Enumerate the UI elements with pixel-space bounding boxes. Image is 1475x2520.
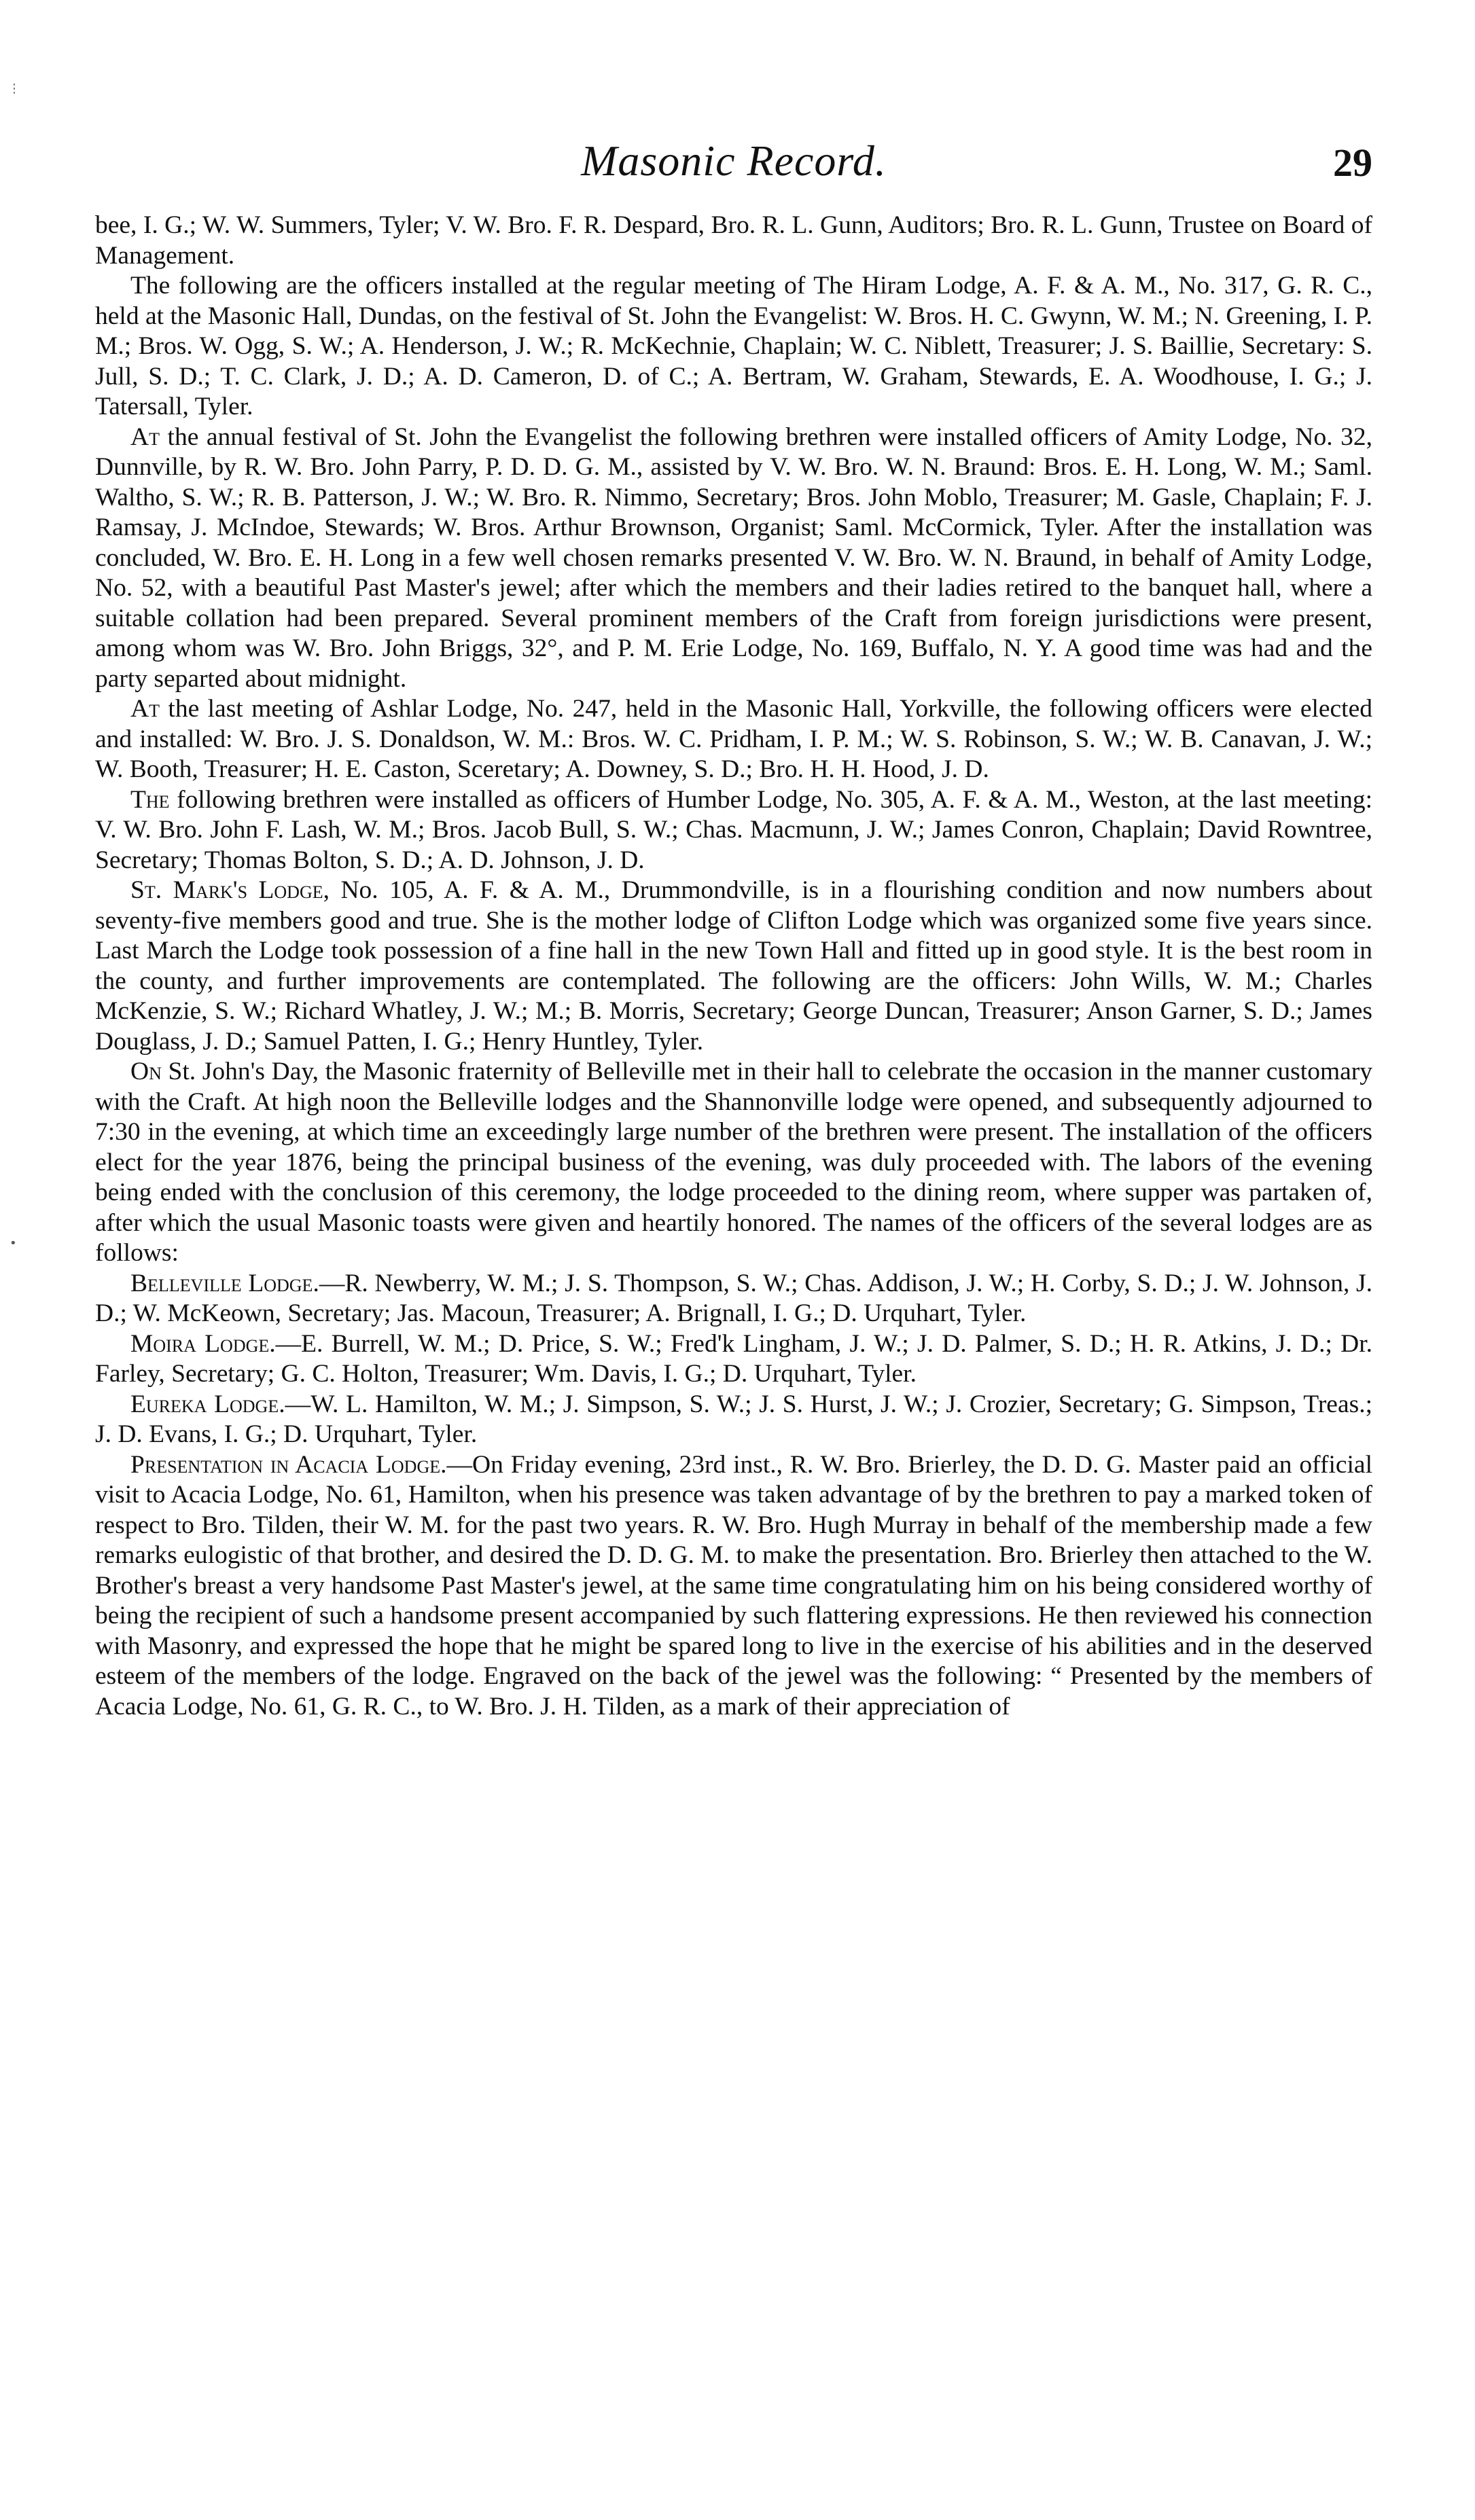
paragraph: The following are the officers installed at the regular meeting of The Hiram Lodge, A. F. & A. M., No. 317, G. R. C., held at the Masonic Hall, Dundas, on the festival of St. John the Evangelist: W. Bros. H. C. Gwynn, W. M.; N. Greening, I. P. M.; Bros. W. Ogg, S. W.; A. Henderson, J. W.; R. McKechnie, Chaplain; W. C. Niblett, Treasurer; J. S. Baillie, Secretary: S. Jull, S. D.; T. C. Clark, J. D.; A. D. Cameron, D. of C.; A. Bertram, W. Graham, Stewards, E. A. Woodhouse, I. G.; J. Tatersall, Tyler. bbox=[95, 272, 1372, 420]
paragraph-lead: At bbox=[130, 695, 160, 723]
article-body bbox=[95, 211, 1372, 1722]
paragraph: St. Mark's Lodge, No. 105, A. F. & A. M., Drummondville, is in a flourishing condition and now numbers about seventy-five members good and true. She is the mother lodge of Clifton Lodge which was organized some five years since. Last March the Lodge took possession of a fine hall in the new Town Hall and fitted up in good style. It is the best room in the county, and further improvements are contemplated. The following are the officers: John Wills, W. M.; Charles McKenzie, S. W.; Richard Whatley, J. W.; M.; B. Morris, Secretary; George Duncan, Treasurer; Anson Garner, S. D.; James Douglass, J. D.; Samuel Patten, I. G.; Henry Huntley, Tyler. bbox=[95, 876, 1373, 1056]
paragraph-lead: The bbox=[130, 785, 170, 814]
paragraph-lead: Moira Lodge. bbox=[130, 1329, 276, 1358]
paragraph: On St. John's Day, the Masonic fraternity of Belleville met in their hall to celebrate the occasion in the manner customary with the Craft. At high noon the Belleville lodges and the Shannonville lodge were opened, and subsequently adjourned to 7:30 in the evening, at which time an exceedingly large number of the brethren were present. The installation of the officers elect for the year 1876, being the principal business of the evening, was duly proceeded with. The labors of the evening being ended with the conclusion of this ceremony, the lodge proceeded to the dining reom, where supper was partaken of, after which the usual Masonic toasts were given and heartily honored. The names of the officers of the several lodges are as follows: bbox=[95, 1058, 1372, 1267]
paragraph: The following brethren were installed as officers of Humber Lodge, No. 305, A. F. & A. M., Weston, at the last meeting: V. W. Bro. John F. Lash, W. M.; Bros. Jacob Bull, S. W.; Chas. Macmunn, J. W.; James Conron, Chaplain; David Rowntree, Secretary; Thomas Bolton, S. D.; A. D. Johnson, J. D. bbox=[95, 785, 1372, 874]
paragraph: At the annual festival of St. John the Evangelist the following brethren were installed officers of Amity Lodge, No. 32, Dunnville, by R. W. Bro. John Parry, P. D. D. G. M., assisted by V. W. Bro. W. N. Braund: Bros. E. H. Long, W. M.; Saml. Waltho, S. W.; R. B. Patterson, J. W.; W. Bro. R. Nimmo, Secretary; Bros. John Moblo, Treasurer; M. Gasle, Chaplain; F. J. Ramsay, J. McIndoe, Stewards; W. Bros. Arthur Brownson, Organist; Saml. McCormick, Tyler. After the installation was concluded, W. Bro. E. H. Long in a few well chosen remarks presented V. W. Bro. W. N. Braund, in behalf of Amity Lodge, No. 52, with a beautiful Past Master's jewel; after which the members and their ladies retired to the banquet hall, where a suitable collation had been prepared. Several prominent members of the Craft from foreign jurisdictions were present, among whom was W. Bro. John Briggs, 32°, and P. M. Erie Lodge, No. 169, Buffalo, N. Y. A good time was had and the party separted about midnight. bbox=[95, 422, 1372, 693]
margin-dot: • bbox=[10, 1236, 17, 1250]
paragraph: Presentation in Acacia Lodge.—On Friday evening, 23rd inst., R. W. Bro. Brierley, the D. D. G. Master paid an official visit to Acacia Lodge, No. 61, Hamilton, when his presence was taken advantage of by the brethren to pay a marked token of respect to Bro. Tilden, their W. M. for the past two years. R. W. Bro. Hugh Murray in behalf of the membership made a few remarks eulogistic of that brother, and desired the D. D. G. M. to make the presentation. Bro. Brierley then attached to the W. Brother's breast a very handsome Past Master's jewel, at the same time congratulating him on his being considered worthy of being the recipient of such a handsome present accompanied by such flattering expressions. He then reviewed his connection with Masonry, and expressed the hope that he might be spared long to live in the exercise of his abilities and in the deserved esteem of the members of the lodge. Engraved on the back of the jewel was the following: “ Presented by the members of Acacia Lodge, No. 61, G. R. C., to W. Bro. J. H. Tilden, as a mark of their appreciation of bbox=[95, 1450, 1372, 1721]
paragraph: Moira Lodge.—E. Burrell, W. M.; D. Price, S. W.; Fred'k Lingham, J. W.; J. D. Palmer, S. D.; H. R. Atkins, J. D.; Dr. Farley, Secretary; G. C. Holton, Treasurer; Wm. Davis, I. G.; D. Urquhart, Tyler. bbox=[95, 1329, 1372, 1388]
page-title: Masonic Record. bbox=[581, 137, 887, 185]
binding-edge-mark: ⋮ bbox=[8, 82, 20, 96]
paragraph-lead: On bbox=[130, 1058, 162, 1085]
paragraph: Belleville Lodge.—R. Newberry, W. M.; J. S. Thompson, S. W.; Chas. Addison, J. W.; H. Corby, S. D.; J. W. Johnson, J. D.; W. McKeown, Secretary; Jas. Macoun, Treasurer; A. Brignall, I. G.; D. Urquhart, Tyler. bbox=[95, 1269, 1372, 1327]
paragraph: At the last meeting of Ashlar Lodge, No. 247, held in the Masonic Hall, Yorkville, the following officers were elected and installed: W. Bro. J. S. Donaldson, W. M.: Bros. W. C. Pridham, I. P. M.; W. S. Robinson, S. W.; W. B. Canavan, J. W.; W. Booth, Treasurer; H. E. Caston, Sceretary; A. Downey, S. D.; Bro. H. H. Hood, J. D. bbox=[95, 695, 1372, 783]
paragraph-lead: Eureka Lodge. bbox=[130, 1390, 285, 1418]
paragraph-lead: St. Mark's Lodge, bbox=[130, 876, 330, 904]
paragraph: bee, I. G.; W. W. Summers, Tyler; V. W. Bro. F. R. Despard, Bro. R. L. Gunn, Auditors; Bro. R. L. Gunn, Trustee on Board of Management. bbox=[95, 211, 1372, 270]
paragraph-lead: Belleville Lodge. bbox=[130, 1269, 319, 1297]
paragraph: Eureka Lodge.—W. L. Hamilton, W. M.; J. Simpson, S. W.; J. S. Hurst, J. W.; J. Crozier, Secretary; G. Simpson, Treas.; J. D. Evans, I. G.; D. Urquhart, Tyler. bbox=[95, 1390, 1372, 1448]
page-number: 29 bbox=[1333, 141, 1372, 185]
paragraph-lead: At bbox=[130, 422, 160, 451]
document-page bbox=[95, 136, 1372, 2500]
running-header bbox=[95, 136, 1372, 211]
paragraph-lead: Presentation in Acacia Lodge. bbox=[130, 1450, 447, 1479]
